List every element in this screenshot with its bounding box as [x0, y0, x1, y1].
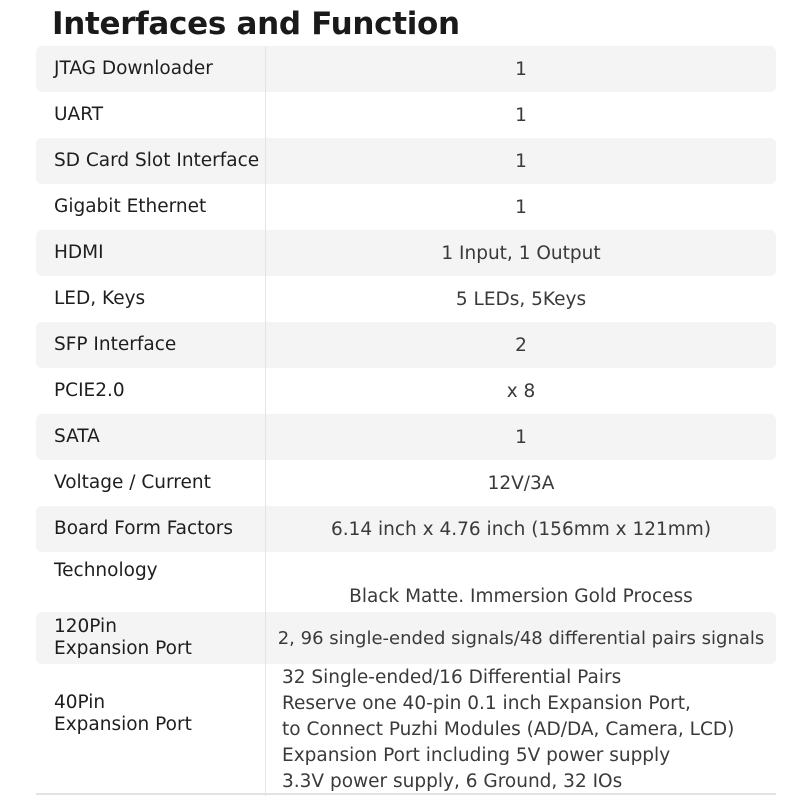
- row-value: 1: [515, 150, 527, 172]
- row-label: SD Card Slot Interface: [36, 138, 266, 184]
- table-row: [36, 322, 776, 368]
- row-label: Board Form Factors: [36, 506, 266, 552]
- row-value: 32 Single-ended/16 Differential Pairs Reserve one 40-pin 0.1 inch Expansion Port, to Connect Puzhi Modules (AD/DA, Camera, LCD) Expansion Port including 5V power supply 3.3V power supply, 6 Ground, 32 IOs: [282, 667, 735, 792]
- spec-table: [36, 46, 776, 796]
- row-value: 2, 96 single-ended signals/48 differential pairs signals: [277, 627, 765, 649]
- row-label: PCIE2.0: [36, 368, 266, 414]
- page-title: Interfaces and Function: [52, 6, 460, 42]
- table-row: [36, 664, 776, 796]
- table-row: [36, 276, 776, 322]
- row-value: 6.14 inch x 4.76 inch (156mm x 121mm): [330, 518, 712, 540]
- table-row: [36, 506, 776, 552]
- row-value: 1: [515, 104, 527, 126]
- row-label: 40Pin Expansion Port: [36, 664, 266, 796]
- row-value: 12V/3A: [487, 472, 555, 494]
- row-label: Technology: [36, 552, 266, 612]
- row-value: Black Matte. Immersion Gold Process: [349, 586, 693, 607]
- table-row: [36, 230, 776, 276]
- row-label: LED, Keys: [36, 276, 266, 322]
- table-row: [36, 414, 776, 460]
- row-label: 120Pin Expansion Port: [36, 612, 266, 664]
- row-value: 1 Input, 1 Output: [441, 242, 601, 264]
- table-row: [36, 138, 776, 184]
- row-label: SFP Interface: [36, 322, 266, 368]
- row-value: 1: [515, 426, 527, 448]
- row-value: 5 LEDs, 5Keys: [455, 288, 587, 310]
- bottom-divider: [36, 793, 776, 795]
- row-label: UART: [36, 92, 266, 138]
- table-row: [36, 368, 776, 414]
- table-row: [36, 184, 776, 230]
- row-label: SATA: [36, 414, 266, 460]
- table-row: [36, 460, 776, 506]
- row-label: Gigabit Ethernet: [36, 184, 266, 230]
- row-value: 1: [515, 58, 527, 80]
- table-row: [36, 46, 776, 92]
- row-value: 1: [515, 196, 527, 218]
- table-row: [36, 92, 776, 138]
- table-row: [36, 552, 776, 612]
- row-label: JTAG Downloader: [36, 46, 266, 92]
- row-label: Voltage / Current: [36, 460, 266, 506]
- row-value: 2: [515, 334, 527, 356]
- row-label: HDMI: [36, 230, 266, 276]
- row-value: x 8: [506, 380, 536, 402]
- table-row: [36, 612, 776, 664]
